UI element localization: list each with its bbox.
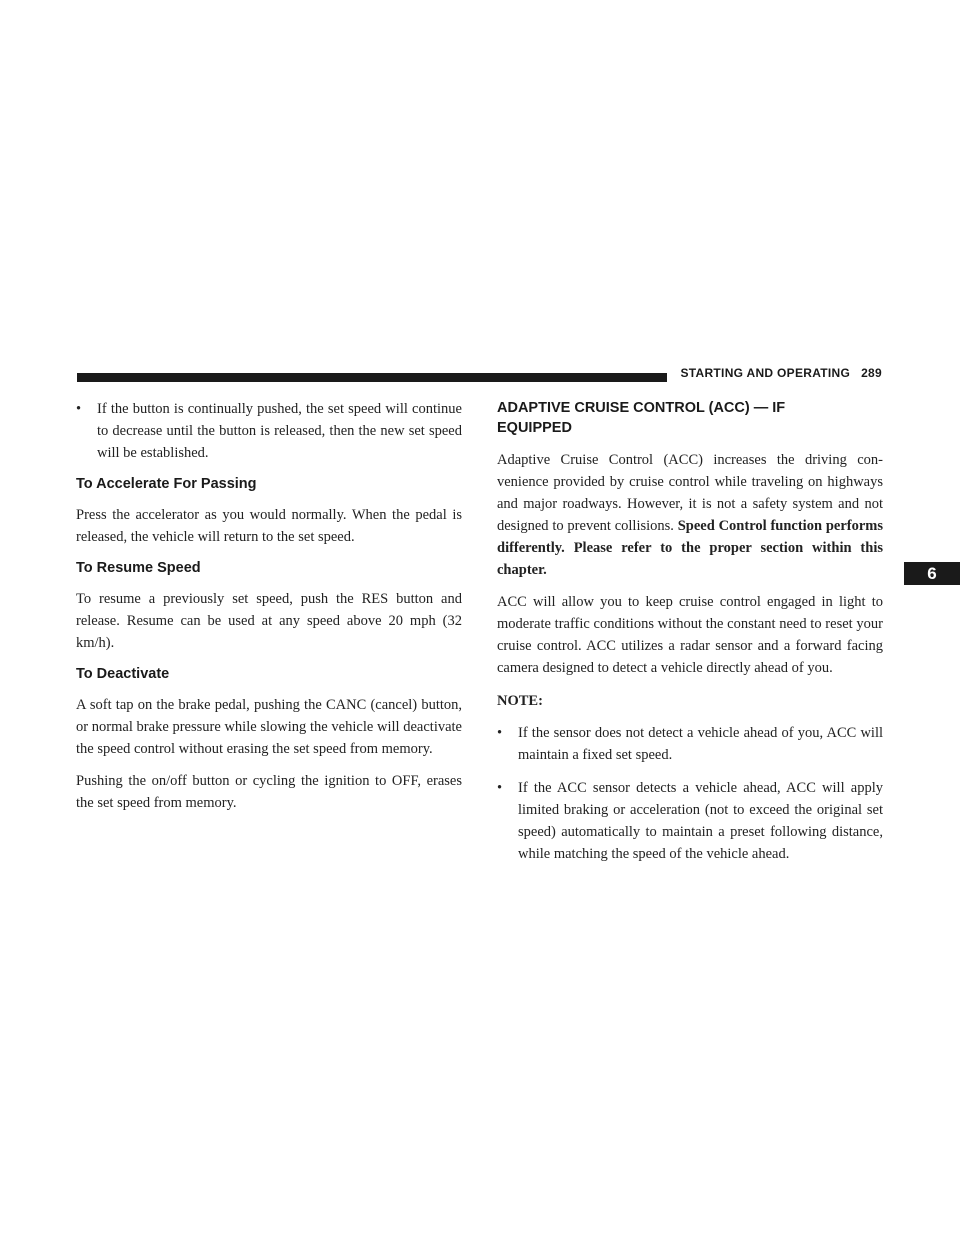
intro-bullet-text: If the button is continually pushed, the set speed will continue to decrease until the button is released, then the new set speed will be established. <box>97 401 462 461</box>
acc-heading-line1: ADAPTIVE CRUISE CONTROL (ACC) — IF <box>497 400 786 416</box>
bullet-icon: • <box>76 401 82 417</box>
bullet-icon: • <box>497 725 503 741</box>
accelerate-heading: To Accelerate For Passing <box>76 476 257 492</box>
chapter-tab[interactable]: 6 <box>904 562 960 585</box>
resume-text: To resume a previously set speed, push the RES button and release. Resume can be used at any speed above 20 mph (32 km/h). <box>76 591 462 651</box>
resume-heading: To Resume Speed <box>76 560 201 576</box>
deactivate-text-1: A soft tap on the brake pedal, pushing the CANC (cancel) button, or normal brake pressure while slowing the vehicle will deactivate the speed control without erasing the set speed from memory. <box>76 697 462 757</box>
page-number: 289 <box>861 366 882 380</box>
acc-heading <box>497 398 883 438</box>
note-label: NOTE: <box>497 693 543 709</box>
acc-intro <box>497 449 883 581</box>
running-header <box>680 366 882 380</box>
section-title: STARTING AND OPERATING <box>680 366 851 380</box>
note-bullet-2 <box>497 777 883 865</box>
acc-intro-text: Adaptive Cruise Control (ACC) increases the driving con-venience provided by cruise control while traveling on highways and major roadways. However, it is not a safety system and not designed to prevent collisions. <box>497 452 883 534</box>
note-bullet-1-text: If the sensor does not detect a vehicle ahead of you, ACC will maintain a fixed set speed. <box>518 725 883 763</box>
deactivate-heading: To Deactivate <box>76 666 170 682</box>
acc-text-2: ACC will allow you to keep cruise control engaged in light to moderate traffic conditions without the constant need to reset your cruise control. ACC utilizes a radar sensor and a forward facing camera designed to detect a vehicle directly ahead of you. <box>497 594 883 676</box>
bullet-icon: • <box>497 780 503 796</box>
deactivate-text-2: Pushing the on/off button or cycling the ignition to OFF, erases the set speed from memory. <box>76 773 462 811</box>
right-column <box>497 398 883 865</box>
left-column <box>76 398 462 814</box>
accelerate-text: Press the accelerator as you would normally. When the pedal is released, the vehicle will return to the set speed. <box>76 507 462 545</box>
intro-bullet <box>76 398 462 464</box>
note-bullet-2-text: If the ACC sensor detects a vehicle ahead, ACC will apply limited braking or acceleration (not to exceed the original set speed) automatically to maintain a preset following distance, while matching the speed of the vehicle ahead. <box>518 780 883 862</box>
note-bullet-1 <box>497 722 883 766</box>
acc-heading-line2: EQUIPPED <box>497 420 572 436</box>
acc-intro-bold: Speed Control function performs differently. Please refer to the proper section within this chapter. <box>497 518 883 578</box>
header-rule <box>77 373 667 382</box>
